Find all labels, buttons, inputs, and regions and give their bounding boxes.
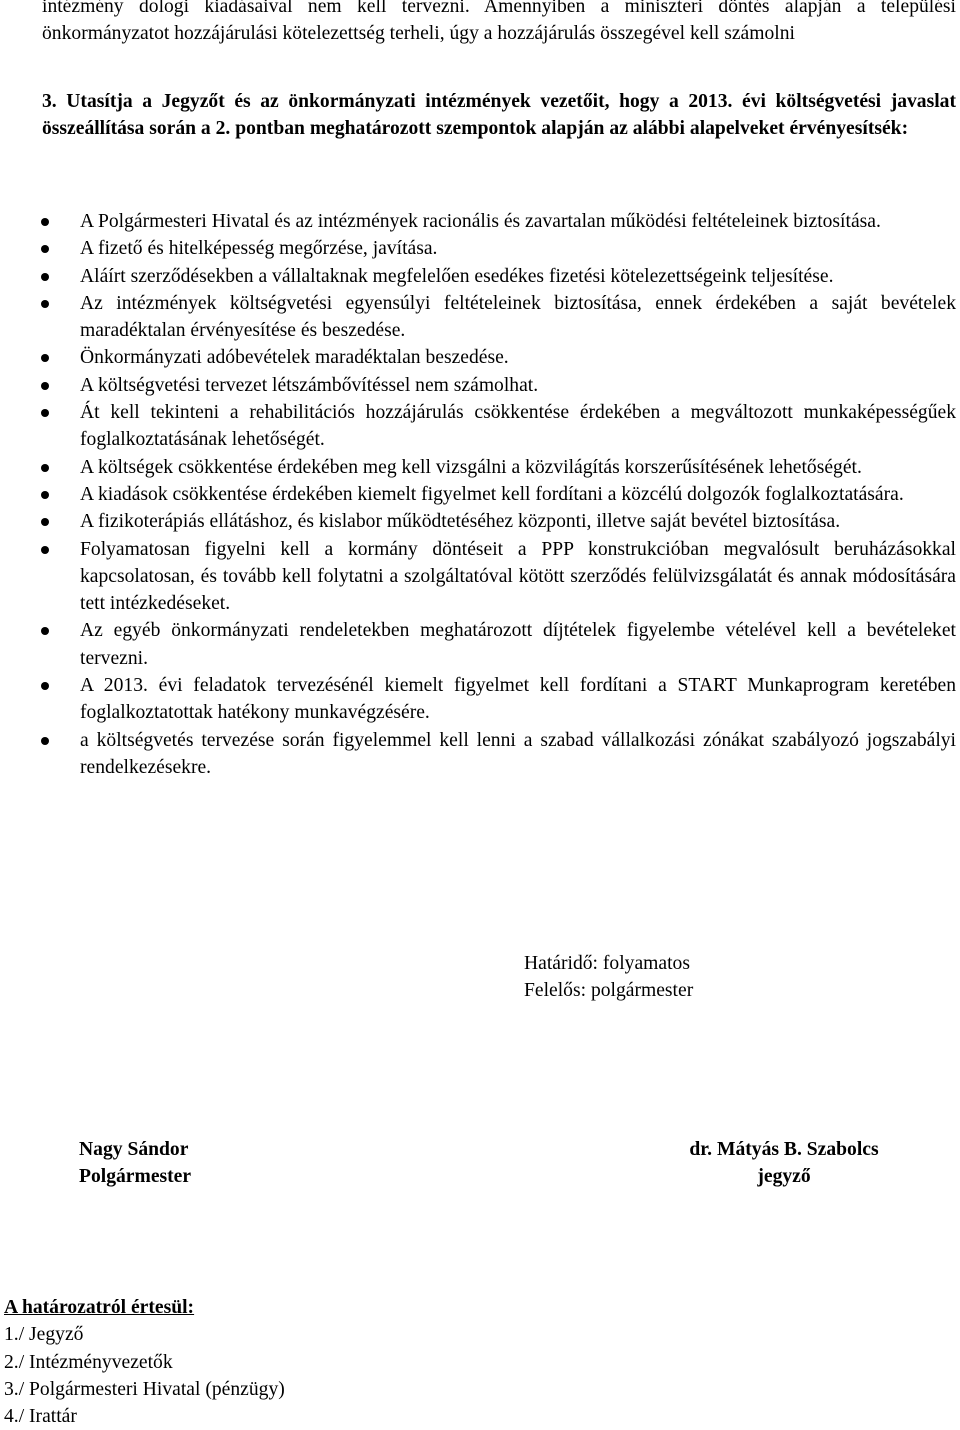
list-item: 2./ Intézményvezetők [4, 1351, 173, 1373]
list-item: A fizető és hitelképesség megőrzése, javítása. [0, 235, 956, 262]
list-item: A 2013. évi feladatok tervezésénél kiemelt figyelmet kell fordítani a START Munkaprogram keretében foglalkoztatottak hatékony munkavégzésére. [0, 672, 956, 727]
bullet-icon [41, 737, 49, 745]
list-item: A fizikoterápiás ellátáshoz, és kislabor működtetéséhez központi, illetve saját bevétel biztosítása. [0, 508, 956, 535]
list-item: 1./ Jegyző [4, 1324, 84, 1346]
list-item: A költségek csökkentése érdekében meg kell vizsgálni a közvilágítás korszerűsítésének lehetőségét. [0, 454, 956, 481]
bullet-icon [41, 382, 49, 390]
list-item: A Polgármesteri Hivatal és az intézmények racionális és zavartalan működési feltételeinek biztosítása. [0, 208, 956, 235]
bullet-icon [41, 245, 49, 253]
list-item: Önkormányzati adóbevételek maradéktalan beszedése. [0, 344, 956, 371]
bullet-icon [41, 218, 49, 226]
notary-name: dr. Mátyás B. Szabolcs [689, 1139, 879, 1160]
bullet-icon [41, 518, 49, 526]
mayor-signature [79, 1136, 191, 1191]
notification-block [4, 1294, 285, 1430]
list-item: A költségvetési tervezet létszámbővítéssel nem számolhat. [0, 372, 956, 399]
bullet-icon [41, 464, 49, 472]
list-item: Az intézmények költségvetési egyensúlyi feltételeinek biztosítása, ennek érdekében a saját bevételek maradéktalan érvényesítése és beszedése. [0, 290, 956, 345]
bullet-icon [41, 354, 49, 362]
bullet-icon [41, 491, 49, 499]
responsible-text: Felelős: polgármester [524, 980, 694, 1002]
bullet-icon [41, 627, 49, 635]
bullet-icon [41, 409, 49, 417]
notary-title: jegyző [757, 1166, 811, 1188]
mayor-title: Polgármester [79, 1166, 192, 1188]
intro-paragraph: intézmény dologi kiadásaival nem kell tervezni. Amennyiben a miniszteri döntés alapján a települési önkormányzatot hozzájárulási kötelezettség terheli, úgy a hozzájárulás összegével kell számolni [42, 0, 956, 45]
deadline-block [524, 950, 693, 1005]
deadline-text: Határidő: folyamatos [524, 953, 690, 974]
resolution-point-3: 3. Utasítja a Jegyzőt és az önkormányzati intézmények vezetőit, hogy a 2013. évi költségvetési javaslat összeállítása során a 2. pontban meghatározott szempontok alapján az alábbi alapelveket érvényesítsék: [42, 91, 956, 140]
bullet-icon [41, 273, 49, 281]
mayor-name: Nagy Sándor [79, 1139, 189, 1160]
bullet-icon [41, 546, 49, 554]
list-item: 4./ Irattár [4, 1406, 77, 1428]
list-item: A kiadások csökkentése érdekében kiemelt figyelmet kell fordítani a közcélú dolgozók foglalkoztatására. [0, 481, 956, 508]
notification-title: A határozatról értesül: [4, 1297, 195, 1318]
list-item: 3./ Polgármesteri Hivatal (pénzügy) [4, 1378, 285, 1400]
bullet-icon [41, 682, 49, 690]
notification-list [4, 1321, 285, 1430]
list-item: a költségvetés tervezése során figyelemmel kell lenni a szabad vállalkozási zónákat szabályozó jogszabályi rendelkezésekre. [0, 727, 956, 782]
list-item: Át kell tekinteni a rehabilitációs hozzájárulás csökkentése érdekében a megváltozott munkaképességűek foglalkoztatásának lehetőségét. [0, 399, 956, 454]
notary-signature [672, 1136, 896, 1191]
list-item: Aláírt szerződésekben a vállaltaknak megfelelően esedékes fizetési kötelezettségeink teljesítése. [0, 263, 956, 290]
list-item: Folyamatosan figyelni kell a kormány döntéseit a PPP konstrukcióban megvalósult beruházásokkal kapcsolatosan, és tovább kell folytatni a szolgáltatóval kötött szerződés felülvizsgálatát és annak módosítására tett intézkedéseket. [0, 536, 956, 618]
bullet-icon [41, 300, 49, 308]
principles-list [0, 208, 960, 781]
list-item: Az egyéb önkormányzati rendeletekben meghatározott díjtételek figyelembe vételével kell a bevételeket tervezni. [0, 617, 956, 672]
